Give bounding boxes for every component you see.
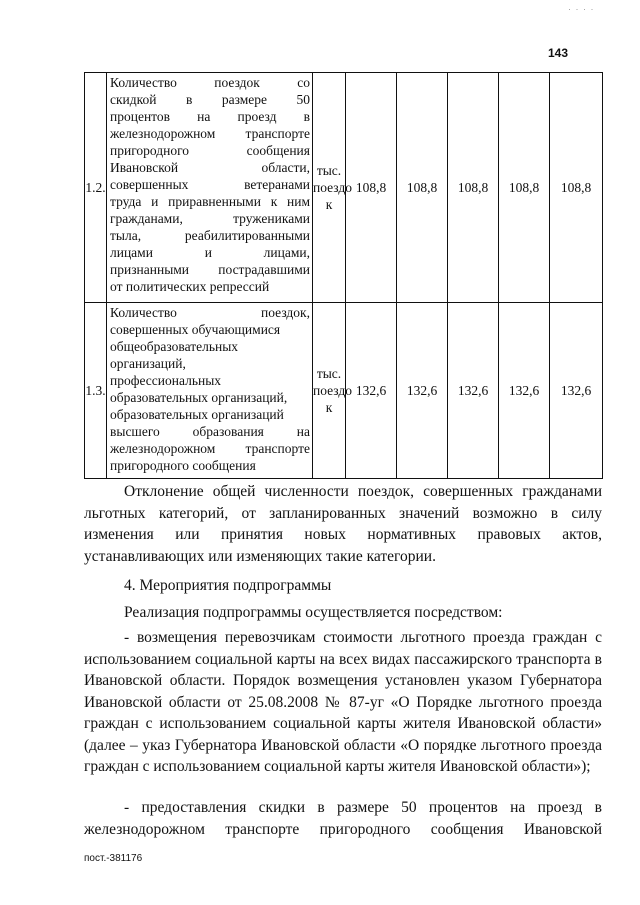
value-cell: 132,6 <box>499 303 550 479</box>
desc-line: совершенных обучающимися <box>110 322 281 337</box>
value-cell: 108,8 <box>397 73 448 303</box>
row-number: 1.3. <box>85 303 107 479</box>
row-description <box>107 303 313 479</box>
value-cell: 132,6 <box>448 303 499 479</box>
row-number: 1.2. <box>85 73 107 303</box>
desc-line: Количество поездок, <box>110 305 310 320</box>
value-cell: 108,8 <box>499 73 550 303</box>
indicators-table <box>84 72 603 479</box>
desc-line: лицами и лицами, <box>110 245 310 260</box>
desc-line: высшего образования на <box>110 424 310 439</box>
deviation-paragraph: Отклонение общей численности поездок, совершенных гражданами льготных категорий, от запланированных значений возможно в силу изменения или принятия новых нормативных правовых актов, устанавливающих или изменяющих такие категории. <box>84 483 602 565</box>
measure-item-2: - предоставления скидки в размере 50 процентов на проезд в железнодорожном транспорте пригородного сообщения Ивановской <box>84 799 602 838</box>
implementation-intro: Реализация подпрограммы осуществляется посредством: <box>124 604 503 621</box>
desc-line: пригородного сообщения <box>110 143 310 158</box>
row-unit: тыс. поездо к <box>313 303 346 479</box>
value-cell: 108,8 <box>346 73 397 303</box>
desc-line: железнодорожном транспорте <box>110 126 310 141</box>
desc-line: организаций, <box>110 356 186 371</box>
value-cell: 132,6 <box>550 303 603 479</box>
desc-line: скидкой в размере 50 <box>110 92 310 107</box>
desc-line: тыла, реабилитированными <box>110 228 310 243</box>
desc-line: железнодорожном транспорте <box>110 441 310 456</box>
value-cell: 132,6 <box>346 303 397 479</box>
value-cell: 132,6 <box>397 303 448 479</box>
desc-line: процентов на проезд в <box>110 109 310 124</box>
table-row <box>85 303 603 479</box>
desc-line: Количество поездок со <box>110 75 310 90</box>
desc-line: образовательных организаций <box>110 407 284 422</box>
row-unit: тыс. поездо к <box>313 73 346 303</box>
desc-line: образовательных организаций, <box>110 390 288 405</box>
table-row <box>85 73 603 303</box>
desc-line: пригородного сообщения <box>110 458 256 473</box>
measure-item-1: - возмещения перевозчикам стоимости льготного проезда граждан с использованием социальной карты на всех видах пассажирского транспорта в Ивановской области. Порядок возмещения установлен указом Губернатора Ивановской области от 25.08.2008 № 87-уг «О Порядке льготного проезда граждан с использованием социальной карты жителя Ивановской области» (далее – указ Губернатора Ивановской области «О порядке льготного проезда граждан с использованием социальной карты жителя Ивановской области»); <box>84 629 602 775</box>
desc-line: признанными пострадавшими <box>110 262 310 277</box>
desc-line: совершенных ветеранами <box>110 177 310 192</box>
desc-line: профессиональных <box>110 373 222 388</box>
desc-line: Ивановской области, <box>110 160 310 175</box>
desc-line: гражданами, тружениками <box>110 211 310 226</box>
page-number: 143 <box>548 46 569 60</box>
scan-artifact: · · · · <box>568 4 595 14</box>
value-cell: 108,8 <box>550 73 603 303</box>
desc-line: труда и приравненными к ним <box>110 194 310 209</box>
document-footer-code: пост.-381176 <box>84 853 143 864</box>
row-description <box>107 73 313 303</box>
value-cell: 108,8 <box>448 73 499 303</box>
desc-line: от политических репрессий <box>110 279 270 294</box>
desc-line: общеобразовательных <box>110 339 239 354</box>
section-heading: 4. Мероприятия подпрограммы <box>124 577 332 594</box>
